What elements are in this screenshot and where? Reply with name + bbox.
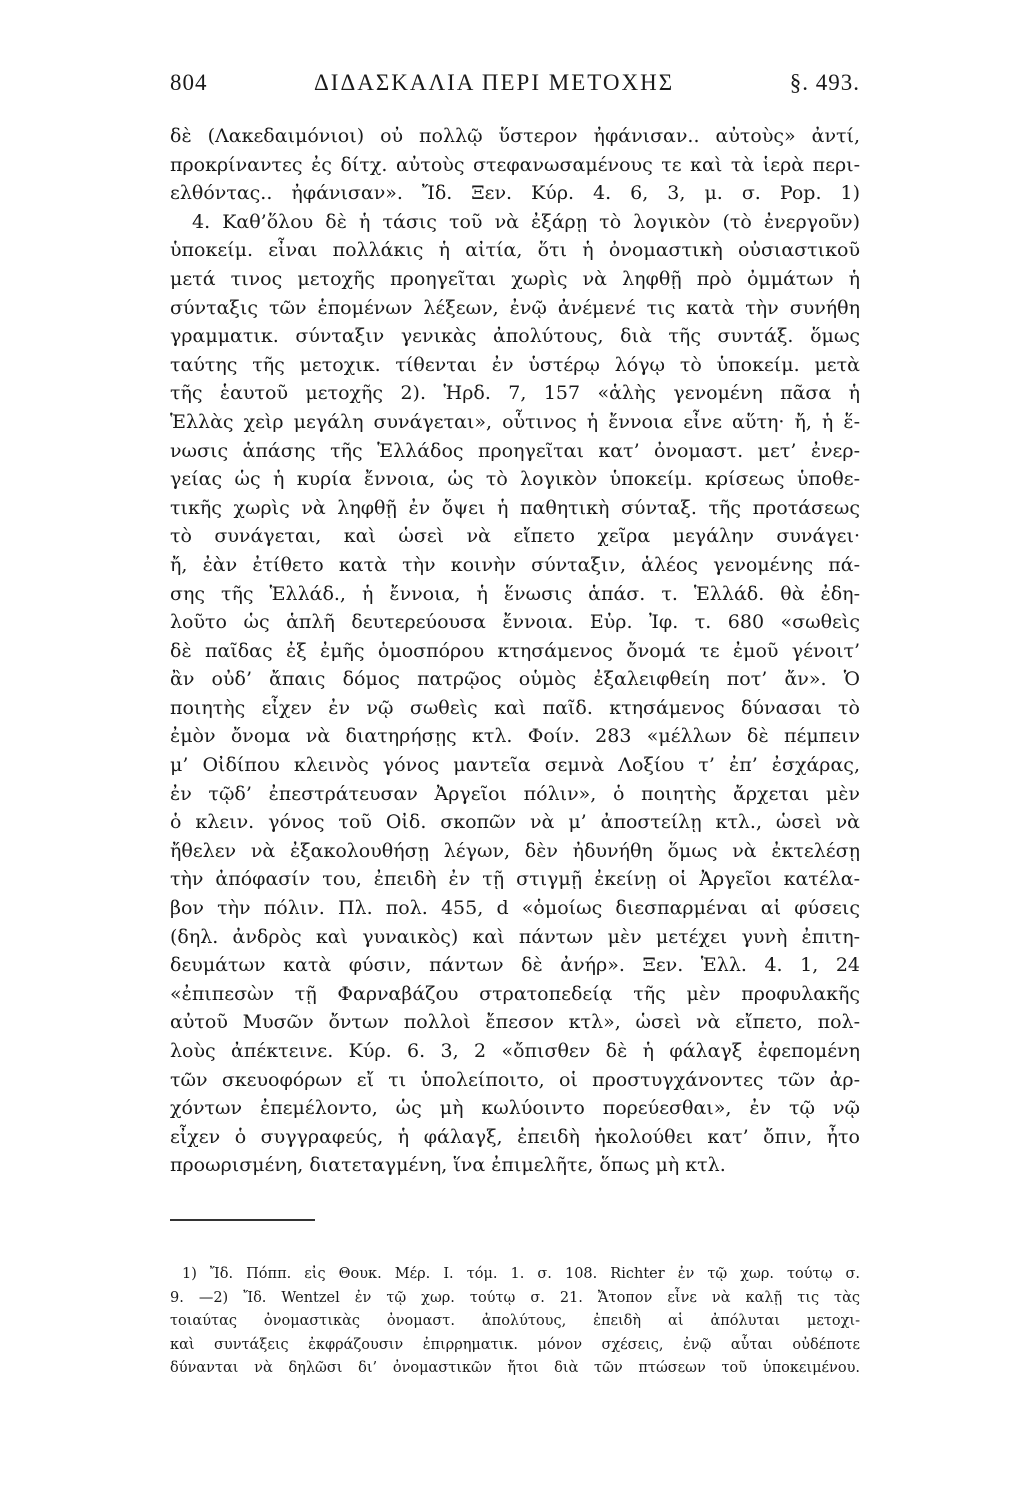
text-line: ἤθελεν νὰ ἐξακολουθήσῃ λέγων, δὲν ἠδυνήθη ὅμως νὰ ἐκτελέσῃ bbox=[170, 839, 860, 862]
footnote-line: δύνανται νὰ δηλῶσι δι’ ὀνομαστικῶν ἤτοι διὰ τῶν πτώσεων τοῦ ὑποκειμένου. bbox=[170, 1360, 860, 1376]
text-line: ἂν οὐδ’ ἄπαις δόμος πατρῷος οὑμὸς ἐξαλειφθείη ποτ’ ἄν». Ὁ bbox=[170, 668, 860, 691]
text-line: λοῦτο ὡς ἁπλῆ δευτερεύουσα ἔννοια. Εὐρ. Ἰφ. τ. 680 «σωθεὶς bbox=[170, 611, 860, 634]
running-title: ΔΙΔΑΣΚΑΛΙΑ ΠΕΡΙ ΜΕΤΟΧΗΣ bbox=[314, 70, 675, 95]
text-line: δευμάτων κατὰ φύσιν, πάντων δὲ ἀνήρ». Ξεν. Ἑλλ. 4. 1, 24 bbox=[170, 954, 860, 977]
text-line: «ἐπιπεσὼν τῇ Φαρναβάζου στρατοπεδείᾳ τῆς μὲν προφυλακῆς bbox=[170, 982, 860, 1005]
text-line: εἶχεν ὁ συγγραφεύς, ἡ φάλαγξ, ἐπειδὴ ἠκολούθει κατ’ ὄπιν, ἦτο bbox=[170, 1125, 860, 1148]
text-line: νωσις ἁπάσης τῆς Ἑλλάδος προηγεῖται κατ’ ὀνομαστ. μετ’ ἐνερ- bbox=[170, 439, 860, 462]
text-line: γείας ὡς ἡ κυρία ἔννοια, ὡς τὸ λογικὸν ὑποκείμ. κρίσεως ὑποθε- bbox=[170, 468, 860, 491]
text-line: σης τῆς Ἑλλάδ., ἡ ἔννοια, ἡ ἕνωσις ἁπάσ. τ. Ἑλλάδ. θὰ ἐδη- bbox=[170, 582, 860, 605]
footnote-line: καὶ συντάξεις ἐκφράζουσιν ἐπιρρηματικ. μόνον σχέσεις, ἐνῷ αὗται οὐδέποτε bbox=[170, 1336, 860, 1353]
text-line: τῆς ἑαυτοῦ μετοχῆς 2). Ἡρδ. 7, 157 «ἁλὴς γενομένη πᾶσα ἡ bbox=[170, 382, 860, 405]
text-line: λοὺς ἀπέκτεινε. Κύρ. 6. 3, 2 «ὄπισθεν δὲ ἡ φάλαγξ ἐφεπομένη bbox=[170, 1040, 860, 1062]
text-line: σύνταξις τῶν ἑπομένων λέξεων, ἐνῷ ἀνέμενέ τις κατὰ τὴν συνήθη bbox=[170, 296, 860, 319]
text-line: ελθόντας.. ἠφάνισαν». Ἴδ. Ξεν. Κύρ. 4. 6, 3, μ. σ. Pop. 1) bbox=[170, 182, 860, 205]
footnote-divider bbox=[170, 1219, 315, 1221]
text-line: χόντων ἐπεμέλοντο, ὡς μὴ κωλύοιντο πορεύεσθαι», ἐν τῷ νῷ bbox=[170, 1097, 860, 1120]
text-line: αὐτοῦ Μυσῶν ὄντων πολλοὶ ἔπεσον κτλ», ὡσεὶ νὰ εἴπετο, πολ- bbox=[170, 1011, 860, 1034]
page-number: 804 bbox=[170, 70, 208, 95]
text-line: τικῆς χωρὶς νὰ ληφθῇ ἐν ὄψει ἡ παθητικὴ σύνταξ. τῆς προτάσεως bbox=[170, 496, 860, 519]
body-text bbox=[170, 122, 860, 1180]
text-line: προωρισμένη, διατεταγμένη, ἵνα ἐπιμελῆτε, ὅπως μὴ κτλ. bbox=[170, 1154, 726, 1177]
footnote-line: τοιαύτας ὀνομαστικὰς ὀνομαστ. ἀπολύτους, ἐπειδὴ αἱ ἀπόλυται μετοχι- bbox=[170, 1313, 860, 1329]
text-line: τὴν ἀπόφασίν του, ἐπειδὴ ἐν τῇ στιγμῇ ἐκείνῃ οἱ Ἀργεῖοι κατέλα- bbox=[170, 868, 860, 891]
footnote-line: 9. —2) Ἴδ. Wentzel ἐν τῷ χωρ. τούτῳ σ. 21. Ἄτοπον εἶνε νὰ καλῇ τις τὰς bbox=[170, 1289, 860, 1306]
section-number: §. 493. bbox=[789, 70, 860, 95]
text-line: τὸ συνάγεται, καὶ ὡσεὶ νὰ εἴπετο χεῖρα μεγάλην συνάγει· bbox=[170, 525, 860, 548]
text-line: (δηλ. ἀνδρὸς καὶ γυναικὸς) καὶ πάντων μὲν μετέχει γυνὴ ἐπιτη- bbox=[170, 925, 860, 948]
footnote-line: 1) Ἴδ. Πόππ. εἰς Θουκ. Μέρ. Ι. τόμ. 1. σ. 108. Richter ἐν τῷ χωρ. τούτῳ σ. bbox=[182, 1266, 860, 1282]
text-line: ταύτης τῆς μετοχικ. τίθενται ἐν ὑστέρῳ λόγῳ τὸ ὑποκείμ. μετὰ bbox=[170, 353, 860, 376]
text-line: ὑποκείμ. εἶναι πολλάκις ἡ αἰτία, ὅτι ἡ ὀνομαστικὴ οὐσιαστικοῦ bbox=[170, 239, 860, 262]
text-line: δὲ (Λακεδαιμόνιοι) οὐ πολλῷ ὕστερον ἠφάνισαν.. αὐτοὺς» ἀντί, bbox=[170, 125, 860, 147]
text-line: γραμματικ. σύνταξιν γενικὰς ἀπολύτους, διὰ τῆς συντάξ. ὅμως bbox=[170, 325, 860, 348]
text-line: ὁ κλειν. γόνος τοῦ Οἰδ. σκοπῶν νὰ μ’ ἀποστείλῃ κτλ., ὡσεὶ νὰ bbox=[170, 811, 860, 834]
text-line: ποιητὴς εἶχεν ἐν νῷ σωθεὶς καὶ παῖδ. κτησάμενος δύνασαι τὸ bbox=[170, 696, 860, 719]
text-line: τῶν σκευοφόρων εἴ τι ὑπολείποιτο, οἱ προστυγχάνοντες τῶν ἀρ- bbox=[170, 1068, 860, 1091]
text-line: μετά τινος μετοχῆς προηγεῖται χωρὶς νὰ ληφθῇ πρὸ ὀμμάτων ἡ bbox=[170, 267, 860, 290]
text-line: προκρίναντες ἐς δίτχ. αὐτοὺς στεφανωσαμένους τε καὶ τὰ ἱερὰ περι- bbox=[170, 153, 860, 176]
text-line: ἐν τῷδ’ ἐπεστράτευσαν Ἀργεῖοι πόλιν», ὁ ποιητὴς ἄρχεται μὲν bbox=[170, 782, 860, 805]
text-line: δὲ παῖδας ἐξ ἐμῆς ὁμοσπόρου κτησάμενος ὄνομά τε ἐμοῦ γένοιτ’ bbox=[170, 639, 860, 662]
text-line: Ἑλλὰς χεὶρ μεγάλη συνάγεται», οὗτινος ἡ ἔννοια εἶνε αὕτη· ἤ, ἡ ἕ- bbox=[170, 410, 860, 433]
running-header bbox=[170, 70, 860, 110]
text-line: 4. Καθ’ὅλου δὲ ἡ τάσις τοῦ νὰ ἐξάρῃ τὸ λογικὸν (τὸ ἐνεργοῦν) bbox=[192, 210, 860, 233]
footnotes bbox=[170, 1263, 860, 1381]
text-line: μ’ Οἰδίπου κλεινὸς γόνος μαντεῖα σεμνὰ Λοξίου τ’ ἐπ’ ἐσχάρας, bbox=[170, 754, 860, 777]
text-line: βον τὴν πόλιν. Πλ. πολ. 455, d «ὁμοίως διεσπαρμέναι αἱ φύσεις bbox=[170, 897, 860, 920]
text-line: ἐμὸν ὄνομα νὰ διατηρήσῃς κτλ. Φοίν. 283 «μέλλων δὲ πέμπειν bbox=[170, 725, 860, 748]
text-line: ἤ, ἐὰν ἐτίθετο κατὰ τὴν κοινὴν σύνταξιν, ἁλέος γενομένης πά- bbox=[170, 553, 860, 576]
